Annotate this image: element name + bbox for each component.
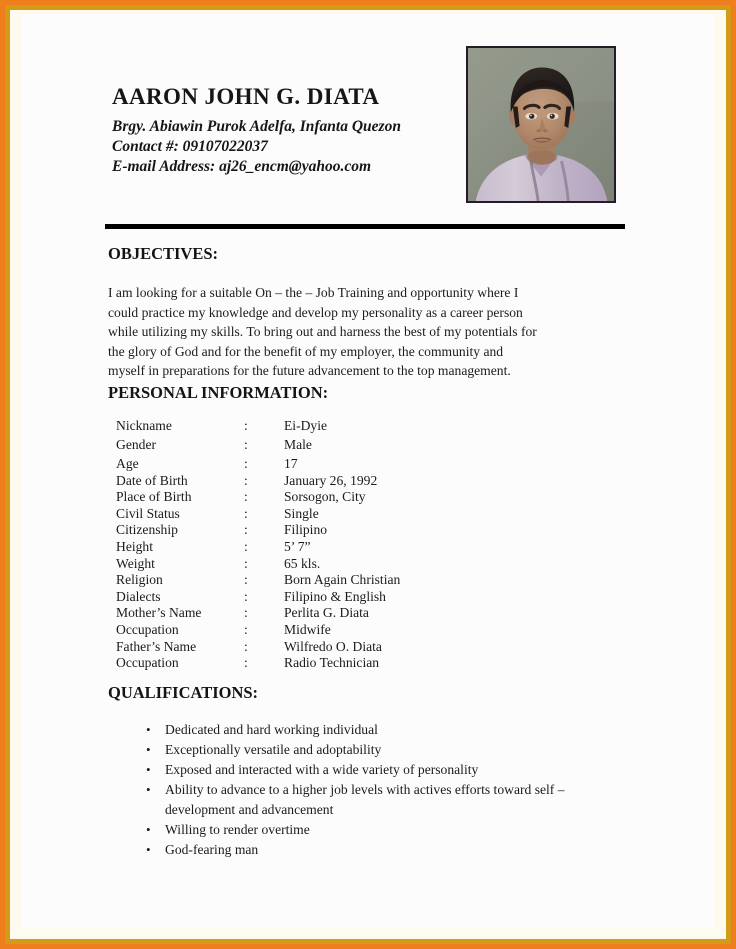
personal-info-separator: : (244, 621, 248, 637)
personal-info-separator: : (244, 605, 248, 621)
personal-info-value: Born Again Christian (284, 572, 401, 588)
table-row (116, 437, 536, 456)
page-title: AARON JOHN G. DIATA (112, 84, 380, 109)
section-heading-objectives: OBJECTIVES: (108, 244, 219, 263)
table-row (116, 418, 536, 437)
table-row (116, 572, 536, 589)
table-row (116, 489, 536, 506)
section-heading-qualifications: QUALIFICATIONS: (108, 683, 259, 702)
list-item: • Ability to advance to a higher job levels with actives efforts toward self –development and advancement (134, 780, 574, 819)
resume-page (22, 14, 714, 927)
personal-info-label: Height (116, 538, 153, 554)
personal-info-label: Age (116, 456, 139, 471)
personal-info-value: Ei-Dyie (284, 418, 328, 433)
section-heading-personal-information: PERSONAL INFORMATION: (108, 383, 329, 402)
personal-info-label: Occupation (116, 621, 179, 637)
list-item: • Dedicated and hard working individual (134, 720, 574, 740)
personal-info-separator: : (244, 588, 248, 604)
personal-info-separator: : (244, 555, 248, 571)
personal-info-label: Father’s Name (116, 638, 197, 654)
personal-info-separator: : (244, 437, 248, 452)
personal-info-label: Mother’s Name (116, 605, 202, 621)
table-row (116, 539, 536, 556)
table-row (116, 506, 536, 523)
personal-info-separator: : (244, 638, 248, 654)
personal-information-table-body (116, 418, 536, 672)
personal-info-value: Perlita G. Diata (284, 605, 369, 621)
contact-email: E-mail Address: aj26_encm@yahoo.com (112, 158, 372, 175)
personal-info-separator: : (244, 655, 248, 671)
personal-info-value: 5’ 7” (284, 538, 311, 554)
personal-info-value: January 26, 1992 (284, 472, 378, 488)
table-row (116, 589, 536, 606)
table-row (116, 556, 536, 573)
personal-info-label: Citizenship (116, 522, 178, 538)
personal-info-value: Radio Technician (284, 655, 380, 671)
table-row (116, 473, 536, 490)
personal-info-separator: : (244, 572, 248, 588)
personal-info-label: Dialects (116, 588, 161, 604)
table-row (116, 655, 536, 672)
personal-info-value: Male (284, 437, 312, 452)
personal-information-table (116, 418, 536, 672)
personal-info-separator: : (244, 522, 248, 538)
personal-info-value: Wilfredo O. Diata (284, 638, 382, 654)
contact-address: Brgy. Abiawin Purok Adelfa, Infanta Quezon (112, 118, 401, 135)
personal-info-label: Place of Birth (116, 489, 192, 505)
personal-info-separator: : (244, 456, 248, 471)
personal-info-value: Single (284, 505, 319, 521)
personal-info-value: 17 (284, 456, 298, 471)
personal-info-value: Filipino (284, 522, 328, 538)
header-divider-rule (105, 224, 625, 229)
personal-info-label: Date of Birth (116, 472, 188, 488)
table-row (116, 456, 536, 473)
personal-info-separator: : (244, 538, 248, 554)
personal-info-label: Occupation (116, 655, 179, 671)
contact-phone: Contact #: 09107022037 (112, 138, 268, 155)
portrait-photo-icon (468, 48, 614, 201)
table-row (116, 605, 536, 622)
personal-info-value: 65 kls. (284, 555, 321, 571)
personal-info-separator: : (244, 472, 248, 488)
personal-info-label: Weight (116, 555, 155, 571)
personal-info-value: Filipino & English (284, 588, 386, 604)
personal-info-separator: : (244, 418, 248, 433)
personal-info-label: Gender (116, 437, 157, 452)
personal-info-value: Midwife (284, 621, 331, 637)
objectives-body-text: I am looking for a suitable On – the – Job Training and opportunity where I could practice my knowledge and develop my personality as a career person while utilizing my skills. To bring out and harness the best of my potentials for the glory of God and for the benefit of my employer, the community and myself in preparations for the future advancement to the top management. (108, 285, 537, 379)
list-item: • God-fearing man (134, 840, 574, 860)
personal-info-label: Nickname (116, 418, 172, 433)
list-item: • Exceptionally versatile and adoptability (134, 740, 574, 760)
avatar (466, 46, 616, 203)
personal-info-label: Religion (116, 572, 163, 588)
table-row (116, 622, 536, 639)
list-item: • Exposed and interacted with a wide variety of personality (134, 760, 574, 780)
table-row (116, 639, 536, 656)
resume-header (22, 14, 714, 219)
personal-info-separator: : (244, 505, 248, 521)
personal-info-label: Civil Status (116, 505, 180, 521)
personal-info-value: Sorsogon, City (284, 489, 366, 505)
personal-info-separator: : (244, 489, 248, 505)
table-row (116, 522, 536, 539)
list-item: • Willing to render overtime (134, 820, 574, 840)
qualifications-list (134, 720, 574, 860)
